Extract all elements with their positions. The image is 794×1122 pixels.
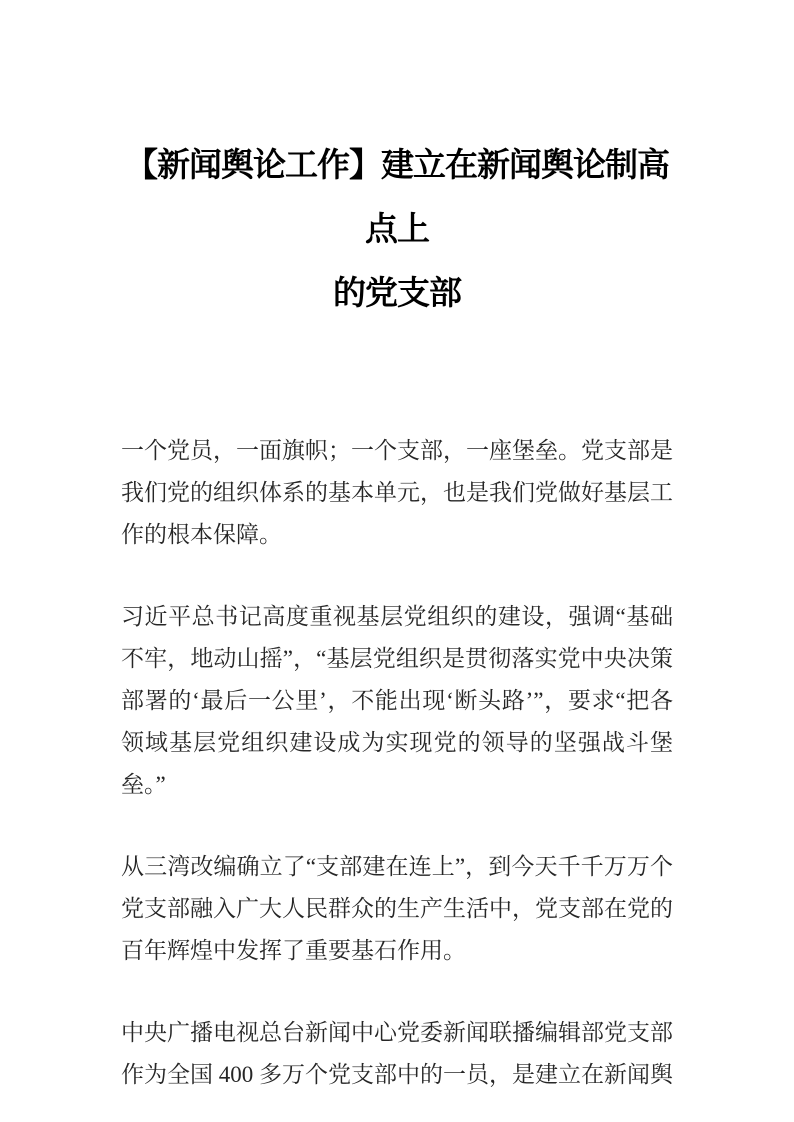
document-title-line-1: 【新闻舆论工作】建立在新闻舆论制高点上 — [125, 148, 669, 249]
paragraph-1: 一个党员，一面旗帜；一个支部，一座堡垒。党支部是我们党的组织体系的基本单元，也是我们党做好基层工作的根本保障。 — [121, 438, 673, 548]
paragraph-3: 从三湾改编确立了“支部建在连上”，到今天千千万万个党支部融入广大人民群众的生产生活中，党支部在党的百年辉煌中发挥了重要基石作用。 — [121, 854, 673, 964]
paragraph-2: 习近平总书记高度重视基层党组织的建设，强调“基础不牢，地动山摇”，“基层党组织是贯彻落实党中央决策部署的‘最后一公里’，不能出现‘断头路’”，要求“把各领域基层党组织建设成为实现党的领导的坚强战斗堡垒。” — [121, 604, 673, 798]
document-title-line-2: 的党支部 — [333, 276, 461, 313]
document-title — [121, 134, 673, 326]
document-body — [121, 430, 673, 1096]
paragraph-4: 中央广播电视总台新闻中心党委新闻联播编辑部党支部作为全国 400 多万个党支部中的一员，是建立在新闻舆 — [121, 1020, 673, 1088]
